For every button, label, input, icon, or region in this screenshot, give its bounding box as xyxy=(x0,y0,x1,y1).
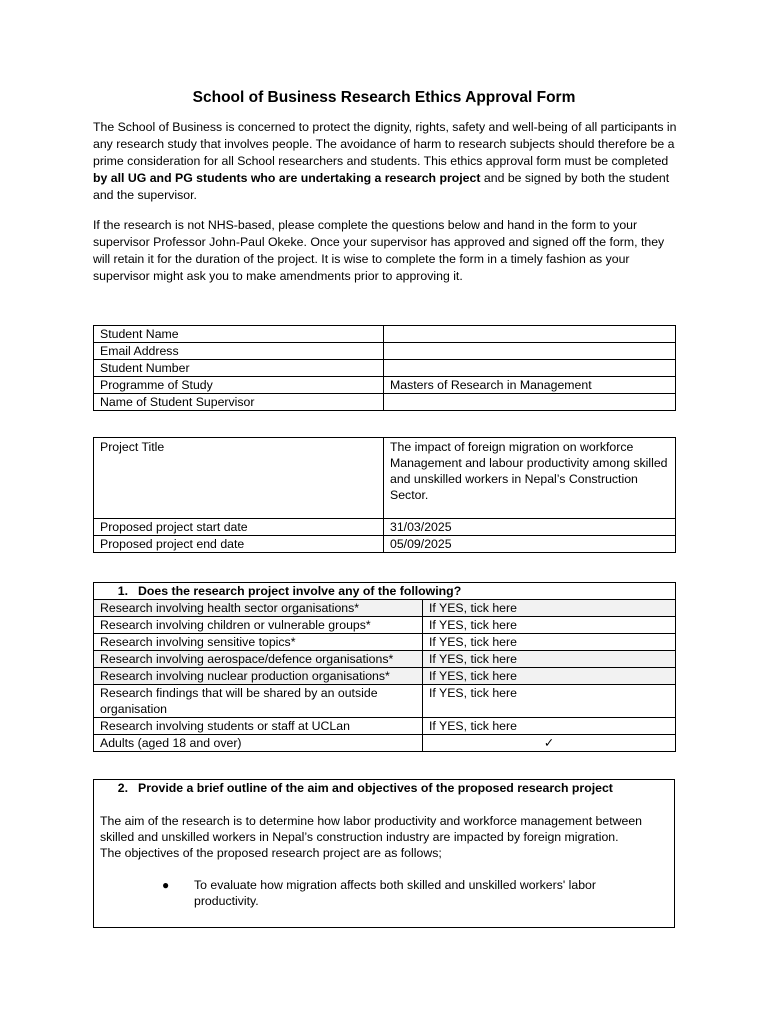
table-row xyxy=(94,780,675,928)
q1-tick-cell[interactable]: If YES, tick here xyxy=(423,617,676,634)
end-date-label: Proposed project end date xyxy=(94,536,384,553)
project-title-field[interactable]: The impact of foreign migration on workforce Management and labour productivity among skilled and unskilled workers in Nepal’s Construction Sector. xyxy=(384,438,676,519)
intro-text-2: and be signed by both the student and the supervisor. xyxy=(93,171,670,202)
q1-row-label: Research involving health sector organisations* xyxy=(94,600,423,617)
table-row xyxy=(94,343,676,360)
programme-label: Programme of Study xyxy=(94,377,384,394)
table-row xyxy=(94,360,676,377)
question-1-heading xyxy=(94,583,676,600)
table-row xyxy=(94,438,676,519)
end-date-field[interactable]: 05/09/2025 xyxy=(384,536,676,553)
intro-paragraph xyxy=(93,119,683,204)
project-details-table xyxy=(93,437,676,553)
question-2-number: 2. xyxy=(117,781,128,795)
instructions-paragraph: If the research is not NHS-based, please complete the questions below and hand in the form to your supervisor Professor John-Paul Okeke. Once your supervisor has approved and signed off the form, they will retain it for the duration of the project. It is wise to complete the form in a timely fashion as your supervisor might ask you to make amendments prior to approving it. xyxy=(93,218,665,283)
student-number-label: Student Number xyxy=(94,360,384,377)
project-title-label: Project Title xyxy=(94,438,384,519)
table-row xyxy=(94,685,676,718)
aim-text: The aim of the research is to determine how labor productivity and workforce management between skilled and unskilled workers in Nepal’s construction industry are impacted by foreign migration. xyxy=(100,814,643,844)
table-row xyxy=(94,600,676,617)
objective-text: To evaluate how migration affects both skilled and unskilled workers' labor productivity. xyxy=(194,878,596,908)
q1-row-label: Research involving children or vulnerable groups* xyxy=(94,617,423,634)
question-1-table xyxy=(93,582,676,752)
q1-row-label: Research involving students or staff at UCLan xyxy=(94,718,423,735)
table-row xyxy=(94,326,676,343)
table-row xyxy=(94,377,676,394)
table-row xyxy=(94,651,676,668)
supervisor-label: Name of Student Supervisor xyxy=(94,394,384,411)
table-row xyxy=(94,634,676,651)
programme-field[interactable]: Masters of Research in Management xyxy=(384,377,676,394)
q1-row-label: Adults (aged 18 and over) xyxy=(94,735,423,752)
bullet-icon: ● xyxy=(162,878,170,892)
question-2-heading xyxy=(100,780,668,796)
question-2-cell xyxy=(94,780,675,928)
table-row xyxy=(94,519,676,536)
table-row xyxy=(94,735,676,752)
q1-row-label: Research involving sensitive topics* xyxy=(94,634,423,651)
q1-row-label: Research involving aerospace/defence organisations* xyxy=(94,651,423,668)
q1-tick-cell[interactable]: If YES, tick here xyxy=(423,685,676,718)
start-date-field[interactable]: 31/03/2025 xyxy=(384,519,676,536)
q1-row-label: Research involving nuclear production organisations* xyxy=(94,668,423,685)
intro-text-1: The School of Business is concerned to protect the dignity, rights, safety and well-being of all participants in any research study that involves people. The avoidance of harm to research subjects should therefore be a prime consideration for all School researchers and students. This ethics approval form must be completed xyxy=(93,120,677,168)
table-row xyxy=(94,394,676,411)
q1-tick-cell[interactable]: If YES, tick here xyxy=(423,600,676,617)
table-row xyxy=(94,536,676,553)
student-number-field[interactable] xyxy=(384,360,676,377)
question-1-heading-row xyxy=(94,583,676,600)
list-item xyxy=(162,877,668,909)
q1-tick-cell[interactable]: If YES, tick here xyxy=(423,651,676,668)
question-2-heading-text: Provide a brief outline of the aim and objectives of the proposed research project xyxy=(138,781,613,795)
email-address-field[interactable] xyxy=(384,343,676,360)
table-row xyxy=(94,668,676,685)
email-address-label: Email Address xyxy=(94,343,384,360)
table-row xyxy=(94,617,676,634)
q1-tick-cell[interactable]: If YES, tick here xyxy=(423,634,676,651)
q1-tick-cell[interactable]: If YES, tick here xyxy=(423,668,676,685)
student-name-field[interactable] xyxy=(384,326,676,343)
intro-text-bold: by all UG and PG students who are undertaking a research project xyxy=(93,171,481,185)
supervisor-field[interactable] xyxy=(384,394,676,411)
page-title: School of Business Research Ethics Approval Form xyxy=(192,89,576,106)
question-1-heading-text: Does the research project involve any of the following? xyxy=(138,584,462,598)
start-date-label: Proposed project start date xyxy=(94,519,384,536)
student-details-table xyxy=(93,325,676,411)
checkmark-icon[interactable]: ✓ xyxy=(423,735,676,752)
q1-row-label: Research findings that will be shared by an outside organisation xyxy=(94,685,423,718)
question-2-table xyxy=(93,779,675,928)
table-row xyxy=(94,718,676,735)
student-name-label: Student Name xyxy=(94,326,384,343)
q1-tick-cell[interactable]: If YES, tick here xyxy=(423,718,676,735)
question-1-number: 1. xyxy=(117,584,128,598)
objectives-intro: The objectives of the proposed research project are as follows; xyxy=(100,846,442,860)
